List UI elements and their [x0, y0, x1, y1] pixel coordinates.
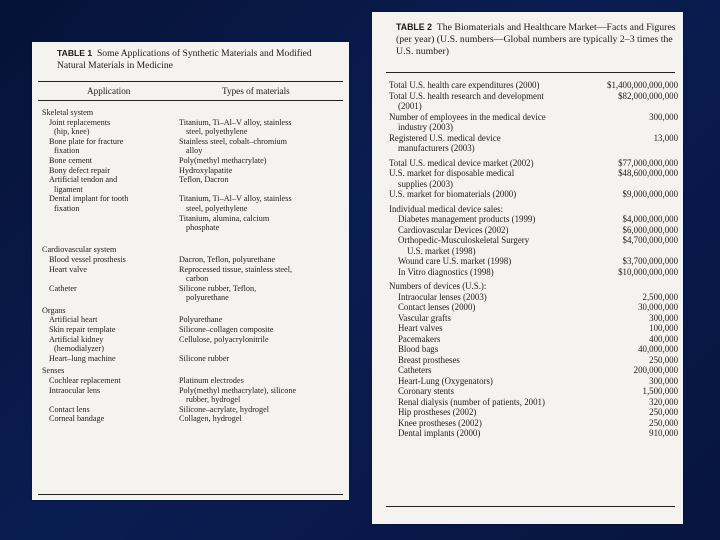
market-label: Knee prostheses (2002)	[398, 417, 482, 428]
market-value: 100,000	[649, 323, 678, 333]
materials-cell: Titanium, Ti–Al–V alloy, stainless	[179, 117, 292, 127]
market-label: Total U.S. health care expenditures (2000)	[389, 80, 540, 90]
materials-cell: Teflon, Dacron	[179, 175, 229, 185]
table2-row	[389, 267, 678, 278]
market-label: Orthopedic-Musculoskeletal Surgery	[398, 235, 530, 245]
table2-label: TABLE 2	[396, 22, 433, 32]
table2-row	[389, 101, 678, 112]
table2-row	[389, 344, 678, 355]
table1-row	[42, 166, 342, 176]
materials-cell: Cellulose, polyacrylonitrile	[179, 334, 269, 344]
table1-top-rule	[38, 81, 343, 82]
table1-row	[42, 366, 342, 376]
table2-row	[389, 407, 678, 418]
market-label: U.S. market (1998)	[407, 245, 476, 256]
table2-page	[372, 12, 683, 524]
application-cell: Contact lens	[49, 404, 90, 414]
table2-row	[389, 386, 678, 397]
market-label: Total U.S. medical device market (2002)	[389, 157, 534, 168]
market-value: $82,000,000,000	[618, 90, 678, 101]
application-cell: (hemodialyzer)	[54, 344, 105, 354]
application-cell: Corneal bandage	[49, 414, 105, 424]
table1-row	[42, 315, 342, 325]
market-label: Catheters	[398, 365, 432, 375]
table1-title: Some Applications of Synthetic Materials and Modified Natural Materials in Medicine	[57, 48, 312, 71]
market-label: (2001)	[398, 101, 422, 111]
application-cell: Skeletal system	[42, 108, 94, 117]
table1-page	[32, 42, 349, 500]
application-cell: Skin repair template	[49, 325, 116, 335]
market-label: Blood bags	[398, 344, 439, 354]
table2-row	[389, 189, 678, 200]
application-cell: Artificial tendon and	[49, 175, 118, 185]
market-value: 1,500,000	[642, 386, 678, 396]
table1-row	[42, 204, 342, 214]
table2-row	[389, 225, 678, 236]
table2-body	[389, 80, 678, 439]
table2-row	[389, 376, 678, 387]
application-cell: Senses	[42, 366, 65, 376]
table2-row	[389, 334, 678, 345]
table2-caption	[396, 21, 678, 58]
market-label: Heart-Lung (Oxygenators)	[398, 375, 493, 386]
market-label: industry (2003)	[398, 122, 453, 132]
market-value: 320,000	[649, 396, 678, 407]
application-cell: Bony defect repair	[49, 165, 110, 175]
table2-top-rule	[386, 72, 675, 73]
table1-row	[42, 344, 342, 354]
table2-row	[389, 214, 678, 225]
table1-bottom-rule	[38, 494, 343, 495]
table1-row	[42, 335, 342, 345]
application-cell: Artificial kidney	[49, 334, 104, 344]
materials-cell: Reprocessed tissue, stainless steel,	[179, 264, 293, 274]
application-cell: Cochlear replacement	[49, 376, 121, 386]
table1-row	[42, 405, 342, 415]
materials-cell: rubber, hydrogel	[186, 395, 241, 405]
table1-row	[42, 414, 342, 424]
market-label: Contact lenses (2000)	[398, 302, 476, 312]
table1-row	[42, 376, 342, 386]
market-label: U.S. market for biomaterials (2000)	[389, 189, 517, 199]
market-value: 250,000	[649, 407, 678, 417]
table2-row	[389, 365, 678, 376]
table2-row	[389, 281, 678, 292]
materials-cell: Polyurethane	[179, 315, 223, 325]
table1-header-rule	[38, 100, 343, 101]
table1-row	[42, 118, 342, 128]
market-value: 250,000	[649, 354, 678, 365]
materials-cell: Silicone–acrylate, hydrogel	[179, 404, 270, 414]
table1-row	[42, 233, 342, 243]
materials-cell: Platinum electrodes	[179, 376, 244, 386]
market-value: $4,700,000,000	[622, 235, 678, 245]
materials-cell: Silicone rubber, Teflon,	[179, 283, 257, 293]
market-label: manufacturers (2003)	[398, 143, 475, 153]
market-label: Diabetes management products (1999)	[398, 214, 536, 224]
market-value: $1,400,000,000,000	[607, 80, 678, 90]
market-value: $10,000,000,000	[618, 266, 678, 277]
table1-row	[42, 293, 342, 303]
application-cell: Heart valve	[49, 264, 87, 274]
materials-cell: Hydroxylapatite	[179, 165, 233, 175]
market-value: $3,700,000,000	[622, 256, 678, 266]
materials-cell: Stainless steel, cobalt–chromium	[179, 136, 288, 146]
table1-row	[42, 284, 342, 294]
application-cell: fixation	[54, 203, 80, 213]
market-label: Pacemakers	[398, 333, 441, 344]
market-label: Breast prostheses	[398, 354, 460, 365]
table2-row	[389, 143, 678, 154]
table1-row	[42, 127, 342, 137]
table1-row	[42, 137, 342, 147]
table1-row	[42, 185, 342, 195]
market-label: Individual medical device sales:	[389, 203, 504, 214]
market-value: 30,000,000	[638, 302, 678, 312]
table2-row	[389, 91, 678, 102]
table1-row	[42, 386, 342, 396]
materials-cell: Titanium, Ti–Al–V alloy, stainless	[179, 194, 292, 204]
materials-cell: steel, polyethylene	[186, 203, 248, 213]
application-cell: ligament	[54, 184, 83, 194]
materials-cell: Silicone–collagen composite	[179, 325, 274, 335]
market-label: Cardiovascular Devices (2002)	[398, 224, 509, 235]
table2-row	[389, 355, 678, 366]
application-cell: fixation	[54, 146, 80, 156]
materials-cell: Titanium, alumina, calcium	[179, 213, 270, 223]
table2-row	[389, 235, 678, 246]
market-label: Coronary stents	[398, 386, 454, 396]
table1-col-materials: Types of materials	[222, 86, 290, 96]
table1-row	[42, 354, 342, 364]
application-cell: Cardiovascular system	[42, 245, 117, 255]
table1-label: TABLE 1	[57, 48, 93, 58]
application-cell: Intraocular lens	[49, 385, 101, 395]
table2-row	[389, 302, 678, 313]
market-value: 300,000	[649, 375, 678, 386]
table2-row	[389, 418, 678, 429]
table2-row	[389, 112, 678, 123]
table2-row	[389, 256, 678, 267]
application-cell: Artificial heart	[49, 315, 98, 325]
market-label: U.S. market for disposable medical	[389, 168, 515, 178]
market-value: 300,000	[649, 111, 678, 122]
table2-row	[389, 428, 678, 439]
materials-cell: Poly(methyl methacrylate)	[179, 155, 267, 165]
market-label: Total U.S. health research and development	[389, 90, 544, 101]
market-value: $77,000,000,000	[618, 157, 678, 168]
table1-row	[42, 146, 342, 156]
table1-row	[42, 306, 342, 316]
table1-row	[42, 265, 342, 275]
market-value: $48,600,000,000	[618, 168, 678, 178]
market-value: 40,000,000	[638, 344, 678, 354]
table2-row	[389, 246, 678, 257]
table2-row	[389, 292, 678, 303]
table2-row	[389, 168, 678, 179]
materials-cell: polyurethane	[186, 293, 229, 303]
table1-caption	[57, 47, 342, 72]
table1-row	[42, 325, 342, 335]
application-cell: Blood vessel prosthesis	[49, 254, 126, 264]
table1-row	[42, 395, 342, 405]
market-label: Hip prostheses (2002)	[398, 407, 477, 417]
materials-cell: Dacron, Teflon, polyurethane	[179, 254, 276, 264]
table1-row	[42, 108, 342, 118]
materials-cell: alloy	[186, 146, 203, 156]
market-label: Dental implants (2000)	[398, 428, 481, 438]
table1-row	[42, 255, 342, 265]
market-value: $4,000,000,000	[622, 214, 678, 224]
materials-cell: carbon	[186, 274, 209, 284]
market-value: $6,000,000,000	[622, 224, 678, 235]
application-cell: Organs	[42, 305, 66, 315]
application-cell: (hip, knee)	[54, 127, 90, 137]
market-value: $9,000,000,000	[622, 189, 678, 199]
market-value: 250,000	[649, 417, 678, 428]
application-cell: Bone cement	[49, 155, 92, 165]
table2-row	[389, 323, 678, 334]
table1-row	[42, 156, 342, 166]
table2-row	[389, 158, 678, 169]
table1-col-application: Application	[87, 86, 131, 96]
table1-row	[42, 245, 342, 255]
application-cell: Heart–lung machine	[49, 353, 116, 363]
market-value: 400,000	[649, 333, 678, 344]
market-label: supplies (2003)	[398, 178, 453, 189]
table1-row	[42, 175, 342, 185]
table1-row	[42, 194, 342, 204]
market-value: 2,500,000	[642, 291, 678, 302]
table2-row	[389, 397, 678, 408]
materials-cell: Poly(methyl methacrylate), silicone	[179, 385, 297, 395]
application-cell: Catheter	[49, 283, 77, 293]
table1-row	[42, 223, 342, 233]
materials-cell: steel, polyethylene	[186, 127, 248, 137]
market-value: 13,000	[653, 132, 678, 143]
table2-row	[389, 313, 678, 324]
table2-row	[389, 133, 678, 144]
materials-cell: Silicone rubber	[179, 353, 230, 363]
market-value: 200,000,000	[633, 365, 678, 375]
materials-cell: Collagen, hydrogel	[179, 414, 242, 424]
market-label: Intraocular lenses (2003)	[398, 291, 487, 302]
table2-row	[389, 122, 678, 133]
application-cell: Dental implant for tooth	[49, 194, 129, 204]
market-label: In Vitro diagnostics (1998)	[398, 266, 494, 277]
table2-row	[389, 80, 678, 91]
market-label: Numbers of devices (U.S.):	[389, 281, 487, 291]
market-label: Number of employees in the medical device	[389, 111, 546, 122]
table1-row	[42, 214, 342, 224]
market-value: 300,000	[649, 312, 678, 323]
market-label: Heart valves	[398, 323, 443, 333]
table2-row	[389, 179, 678, 190]
market-value: 910,000	[649, 428, 678, 438]
table1-body	[42, 108, 342, 424]
market-label: Registered U.S. medical device	[389, 132, 501, 143]
application-cell: Joint replacements	[49, 117, 111, 127]
table2-bottom-rule	[386, 506, 675, 507]
application-cell: Bone plate for fracture	[49, 136, 124, 146]
market-label: Vascular grafts	[398, 312, 451, 323]
market-label: Wound care U.S. market (1998)	[398, 256, 512, 266]
market-label: Renal dialysis (number of patients, 2001)	[398, 396, 545, 407]
materials-cell: phosphate	[186, 223, 220, 233]
table2-row	[389, 204, 678, 215]
table1-row	[42, 274, 342, 284]
table2-title: The Biomaterials and Healthcare Market—Facts and Figures (per year) (U.S. numbers—Global numbers are typically 2–3 times the U.S. number)	[396, 22, 676, 57]
